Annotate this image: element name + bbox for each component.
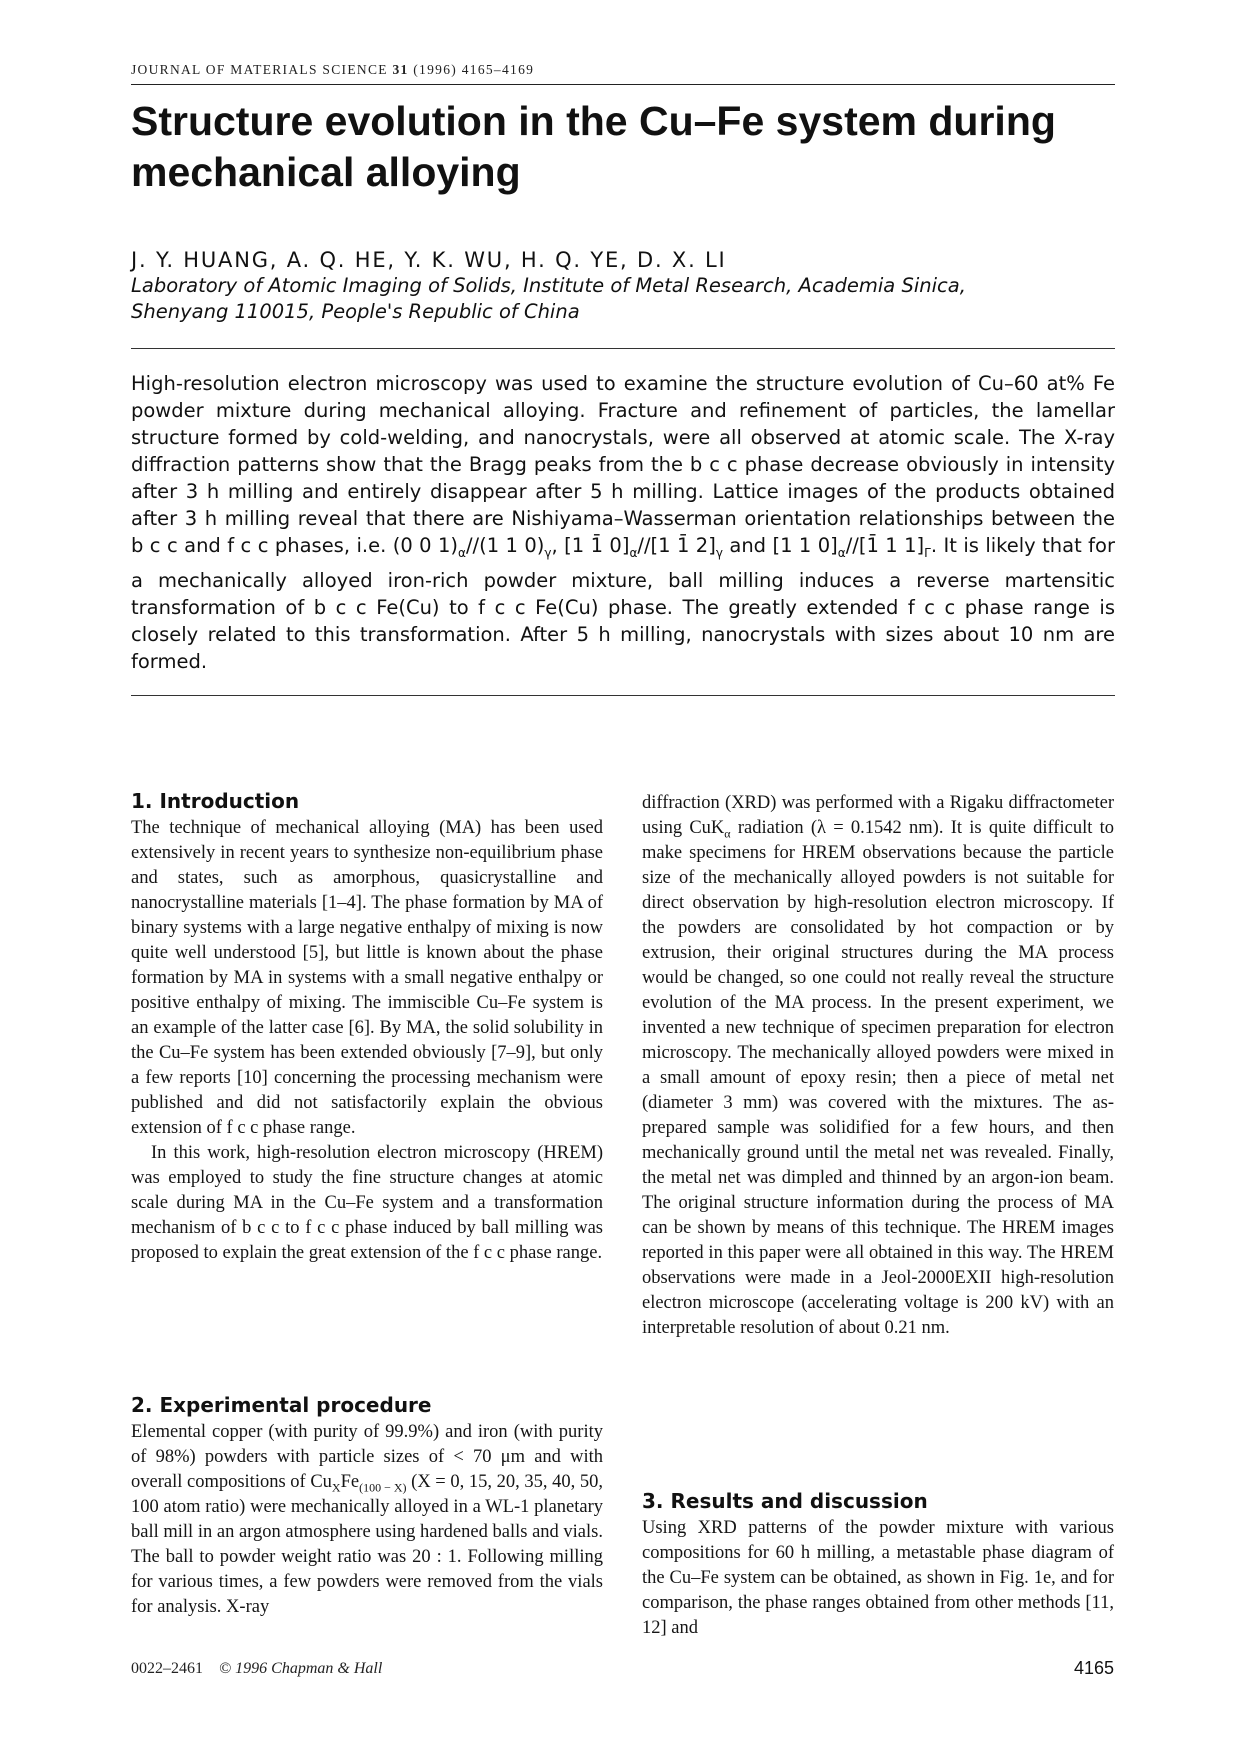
header-rule (131, 84, 1115, 85)
author-list: J. Y. HUANG, A. Q. HE, Y. K. WU, H. Q. YE, D. X. LI (131, 248, 727, 272)
formula-sub: X (331, 1480, 341, 1495)
experimental-paragraph-1 (131, 1420, 603, 1620)
formula-sub: (100 − X) (359, 1480, 407, 1495)
journal-header (131, 62, 534, 78)
page-number: 4165 (1073, 1658, 1114, 1678)
left-column (131, 788, 603, 1266)
abstract-part-3: , [1 1̄ 0] (551, 534, 630, 557)
introduction-heading: 1. Introduction (131, 789, 300, 813)
abstract-bottom-rule (131, 695, 1115, 696)
experimental-text-e: radiation (λ = 0.1542 nm). It is quite difficult to make specimens for HREM observations because the particle size of the mechanically alloyed powders is not suitable for direct observation by high-resolution electron microscopy. If the powders are consolidated by hot compaction or by extrusion, their original structures during the MA process would be changed, so one could not really reveal the structure evolution of the MA process. In the present experiment, we invented a new technique of specimen preparation for electron microscopy. The mechanically alloyed powders were mixed in a small amount of epoxy resin; then a piece of metal net (diameter 3 mm) was covered with the mixtures. The as-prepared sample was solidified for a few hours, and then mechanically ground until the metal net was revealed. Finally, the metal net was dimpled and thinned by an argon-ion beam. The original structure information during the process of MA can be shown by means of this technique. The HREM images reported in this paper were all obtained in this way. The HREM observations were made in a Jeol-2000EXII high-resolution electron microscope (accelerating voltage is 200 kV) with an interpretable resolution of about 0.21 nm. (642, 818, 1114, 1338)
issn: 0022–2461 (131, 1660, 203, 1677)
abstract-sub: α (629, 545, 638, 560)
abstract-sub: γ (715, 545, 723, 560)
right-column-lower (642, 1488, 1114, 1641)
abstract-part-2: //(1 1 0) (465, 534, 545, 557)
experimental-text-a: Elemental copper (with purity of 99.9%) and iron (with purity of 98%) powders with particle sizes of < 70 μm and with overall compositions of Cu (131, 1422, 603, 1492)
abstract-part-5: and [1 1 0] (722, 534, 838, 557)
abstract-sub: α (458, 545, 466, 560)
abstract-part-7: . It is likely that for a mechanically alloyed iron-rich powder mixture, ball milling induces a reverse martensitic transformation of b c c Fe(Cu) to f c c Fe(Cu) phase. The greatly extended f c c phase range is closely related to this transformation. After 5 h milling, nanocrystals with sizes about 10 nm are formed. (131, 534, 1115, 673)
abstract-text (131, 370, 1115, 675)
experimental-text-b: Fe (340, 1472, 360, 1492)
right-column (642, 791, 1114, 1341)
affiliation (131, 273, 1111, 325)
abstract-sub: α (837, 545, 846, 560)
abstract-part-6: //[1̄ 1 1] (845, 534, 925, 557)
journal-year-pages: (1996) 4165–4169 (408, 62, 535, 77)
experimental-text-d: diffraction (XRD) was performed with a Rigaku diffractometer using CuK (642, 793, 1114, 838)
affiliation-line-2: Shenyang 110015, People's Republic of China (131, 300, 580, 323)
experimental-text-c: (X = 0, 15, 20, 35, 40, 50, 100 atom ratio) were mechanically alloyed in a WL-1 planetary ball mill in an argon atmosphere using hardened balls and vials. The ball to powder weight ratio was 20 : 1. Following milling for various times, a few powders were removed from the vials for analysis. X-ray (131, 1472, 603, 1617)
abstract-top-rule (131, 348, 1115, 349)
abstract-sub: Γ (924, 545, 931, 560)
experimental-heading: 2. Experimental procedure (131, 1393, 432, 1417)
copyright: © 1996 Chapman & Hall (219, 1660, 383, 1677)
abstract-part-4: //[1 1̄ 2] (637, 534, 716, 557)
experimental-paragraph-2 (642, 791, 1114, 1341)
results-heading: 3. Results and discussion (642, 1489, 928, 1513)
journal-volume: 31 (392, 62, 409, 77)
affiliation-line-1: Laboratory of Atomic Imaging of Solids, Institute of Metal Research, Academia Sinica, (131, 274, 966, 297)
journal-name: JOURNAL OF MATERIALS SCIENCE (131, 62, 393, 77)
left-column-lower (131, 1392, 603, 1620)
introduction-paragraph-2: In this work, high-resolution electron microscopy (HREM) was employed to study the fine structure changes at atomic scale during MA in the Cu–Fe system and a transformation mechanism of b c c to f c c phase induced by ball milling was proposed to explain the great extension of the f c c phase range. (131, 1143, 603, 1263)
footer-left (131, 1660, 382, 1678)
introduction-paragraph-1: The technique of mechanical alloying (MA) has been used extensively in recent years to synthesize non-equilibrium phase and states, such as amorphous, quasicrystalline and nanocrystalline materials [1–4]. The phase formation by MA of binary systems with a large negative enthalpy of mixing is now quite well understood [5], but little is known about the phase formation by MA in systems with a small negative enthalpy or positive enthalpy of mixing. The immiscible Cu–Fe system is an example of the latter case [6]. By MA, the solid solubility in the Cu–Fe system has been extended obviously [7–9], but only a few reports [10] concerning the processing mechanism were published and did not satisfactorily explain the obvious extension of f c c phase range. (131, 818, 603, 1138)
article-title: Structure evolution in the Cu–Fe system during mechanical alloying (131, 98, 1056, 195)
results-paragraph-1: Using XRD patterns of the powder mixture with various compositions for 60 h milling, a metastable phase diagram of the Cu–Fe system can be obtained, as shown in Fig. 1e, and for comparison, the phase ranges obtained from other methods [11, 12] and (642, 1518, 1114, 1638)
abstract-part-1: High-resolution electron microscopy was used to examine the structure evolution of Cu–60 at% Fe powder mixture during mechanical alloying. Fracture and refinement of particles, the lamellar structure formed by cold-welding, and nanocrystals, were all observed at atomic scale. The X-ray diffraction patterns show that the Bragg peaks from the b c c phase decrease obviously in intensity after 3 h milling and entirely disappear after 5 h milling. Lattice images of the products obtained after 3 h milling reveal that there are Nishiyama–Wasserman orientation relationships between the b c c and f c c phases, i.e. (0 0 1) (131, 372, 1115, 557)
abstract (131, 370, 1115, 675)
formula-sub: α (724, 826, 731, 841)
abstract-sub: γ (544, 545, 552, 560)
